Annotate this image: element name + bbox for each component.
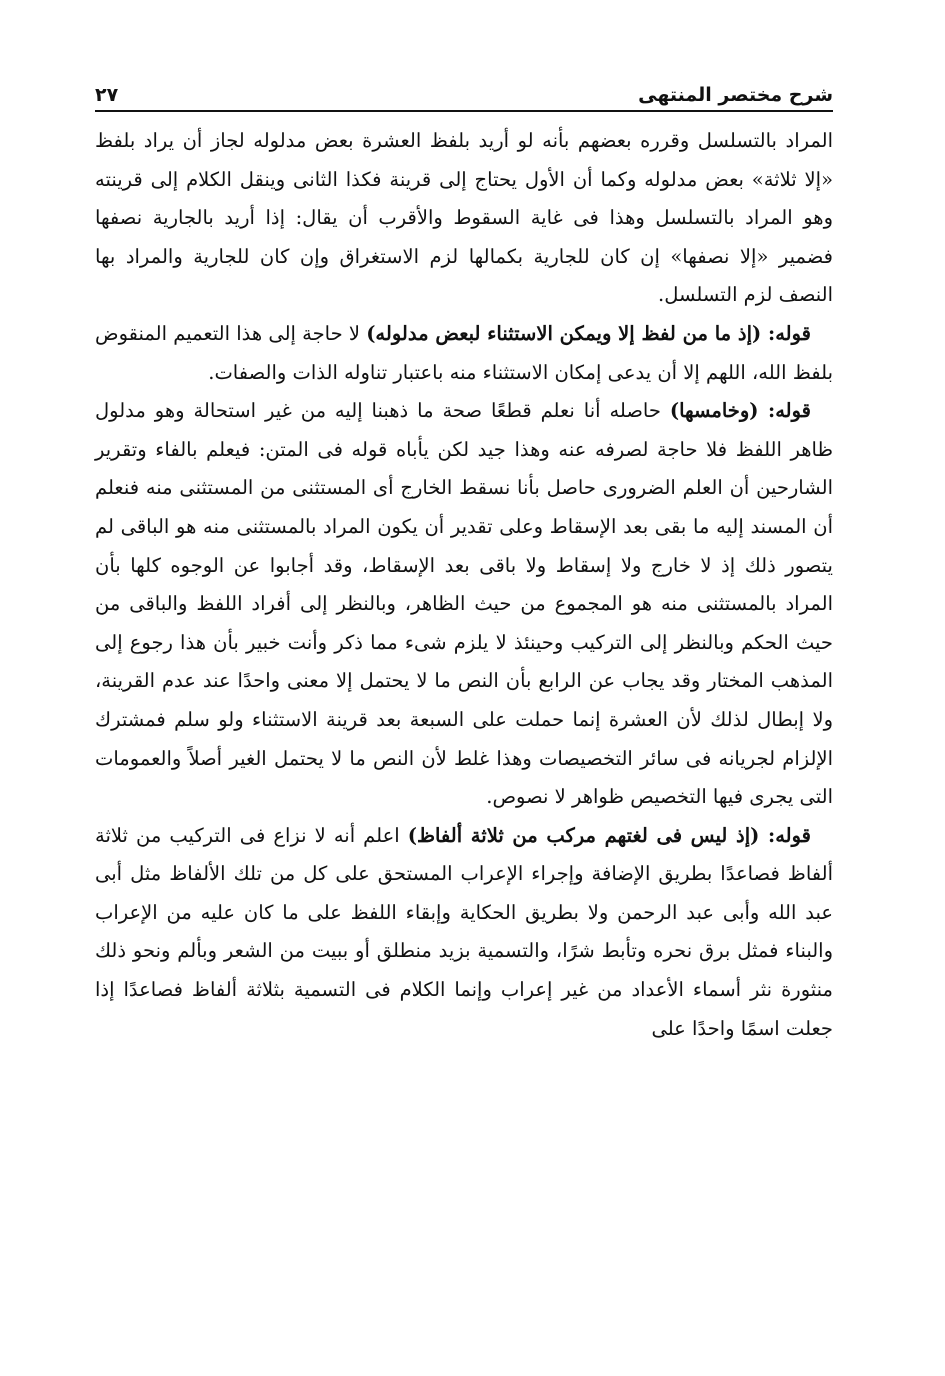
paragraph-commentary [95, 817, 833, 1049]
paragraph-text: اعلم أنه لا نزاع فى التركيب من ثلاثة ألفاظ فصاعدًا بطريق الإضافة وإجراء الإعراب المستحق على كل من تلك الألفاظ مثل أبى عبد الله وأبى عبد الرحمن ولا بطريق الحكاية وإبقاء اللفظ على ما كان عليه من الإعراب والبناء فمثل برق نحره وتأبط شرًا، والتسمية بزيد منطلق أو ببيت من الشعر وبألم ونحو ذلك منثورة نثر أسماء الأعداد من غير إعراب وإنما الكلام فى التسمية بثلاثة ألفاظ فصاعدًا إذا جعلت اسمًا واحدًا على [95, 823, 833, 1040]
lemma-heading: قوله: (إذ ليس فى لغتهم مركب من ثلاثة ألفاظ) [407, 823, 811, 847]
page-number: ٢٧ [95, 84, 119, 106]
book-page [95, 72, 833, 1048]
page-header [95, 72, 833, 112]
page-body [95, 122, 833, 1048]
lemma-heading: قوله: (وخامسها) [669, 399, 811, 423]
lemma-heading: قوله: (إذ ما من لفظ إلا ويمكن الاستثناء لبعض مدلوله) [366, 321, 811, 345]
paragraph-commentary [95, 392, 833, 817]
paragraph-text: المراد بالتسلسل وقرره بعضهم بأنه لو أريد بلفظ العشرة بعض مدلوله لجاز أن يراد بلفظ «إلا ثلاثة» بعض مدلوله وكما أن الأول يحتاج إلى قرينة فكذا الثانى وينقل الكلام إلى قرينته وهو المراد بالتسلسل وهذا فى غاية السقوط والأقرب أن يقال: إذا أريد بالجارية نصفها فضمير «إلا نصفها» إن كان للجارية بكمالها لزم الاستغراق وإن كان للجارية والمراد بها النصف لزم التسلسل. [95, 129, 833, 307]
paragraph-continuation [95, 122, 833, 315]
paragraph-text: حاصله أنا نعلم قطعًا صحة ما ذهبنا إليه من غير استحالة وهو مدلول ظاهر اللفظ فلا حاجة لصرفه عنه وهذا جيد لكن يأباه قوله فى المتن: فيعلم بالفاء وتقرير الشارحين أن العلم الضرورى حاصل بأنا نسقط الخارج أى المستثنى من المستثنى منه فنعلم أن المسند إليه ما بقى بعد الإسقاط وعلى تقدير أن يكون المراد بالمستثنى منه هو الباقى لم يتصور ذلك إذ لا خارج ولا إسقاط ولا باقى بعد الإسقاط، وقد أجابوا عن الوجوه كلها بأن المراد بالمستثنى منه هو المجموع من حيث الظاهر، وبالنظر إلى أفراد اللفظ والباقى من حيث الحكم وبالنظر إلى التركيب وحينئذ لا يلزم شىء مما ذكر وأنت خبير بأن هذا رجوع إلى المذهب المختار وقد يجاب عن الرابع بأن النص ما لا يحتمل إلا معنى واحدًا عند عدم القرينة، ولا إبطال لذلك لأن العشرة إنما حملت على السبعة بعد قرينة الاستثناء ولو سلم فمشترك الإلزام لجريانه فى سائر التخصيصات وهذا غلط لأن النص ما لا يحتمل الغير أصلاً والعمومات التى يجرى فيها التخصيص ظواهر لا نصوص. [95, 399, 833, 809]
running-title: شرح مختصر المنتهى [638, 84, 833, 106]
paragraph-commentary [95, 315, 833, 392]
paragraph-text: لا حاجة إلى هذا التعميم المنقوض بلفظ الله، اللهم إلا أن يدعى إمكان الاستثناء منه باعتبار تناوله الذات والصفات. [95, 321, 833, 384]
